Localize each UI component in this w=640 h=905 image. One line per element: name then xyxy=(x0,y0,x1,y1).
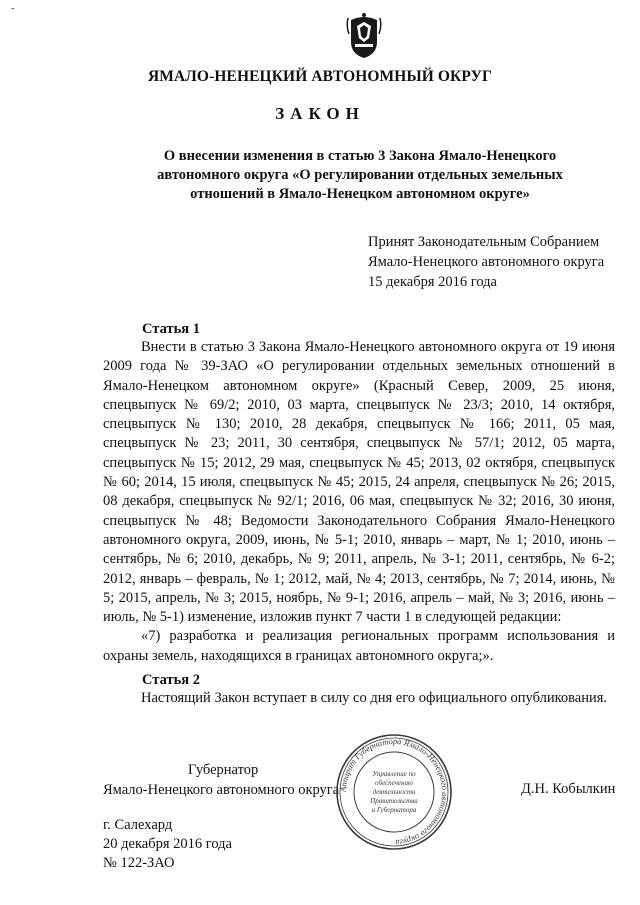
stamp-center-line-5: и Губернатора xyxy=(371,806,417,814)
governor-name: Д.Н. Кобылкин xyxy=(521,781,616,797)
official-seal-stamp-icon xyxy=(334,732,454,852)
governor-title: Губернатор xyxy=(188,762,259,778)
stamp-center-line-3: деятельности xyxy=(372,788,416,796)
article-2-heading: Статья 2 xyxy=(142,672,200,688)
governor-region: Ямало-Ненецкого автономного округа xyxy=(103,782,340,798)
article-1-heading: Статья 1 xyxy=(142,321,200,337)
law-number: № 122-ЗАО xyxy=(103,855,175,871)
adoption-line-1: Принят Законодательным Собранием xyxy=(368,234,600,250)
stamp-center-line-1: Управление по xyxy=(372,770,416,778)
stamp-ring-text: Аппарат Губернатора Ямало-Ненецкого автономного округа xyxy=(337,735,451,849)
adoption-block xyxy=(368,232,604,292)
stamp-center-line-2: обеспечению xyxy=(375,779,413,787)
coat-of-arms-emblem-icon xyxy=(345,12,383,60)
article-1-paragraph-2: «7) разработка и реализация региональных программ использования и охраны земель, находящихся в границах автономного округа;». xyxy=(103,628,615,664)
article-1-body xyxy=(103,338,615,666)
signing-date: 20 декабря 2016 года xyxy=(103,836,232,852)
stamp-center-line-4: Правительства xyxy=(370,797,418,805)
law-subject-title: О внесении изменения в статью 3 Закона Ямало-Ненецкого автономного округа «О регулировании отдельных земельных отношений в Ямало-Ненецком автономном округе» xyxy=(157,148,563,202)
article-2-body xyxy=(103,689,615,708)
document-type-title: ЗАКОН xyxy=(275,104,365,123)
adoption-line-2: Ямало-Ненецкого автономного округа xyxy=(368,254,605,270)
article-1-paragraph-1: Внести в статью 3 Закона Ямало-Ненецкого автономного округа от 19 июня 2009 года № 39-ЗАО «О регулировании отдельных земельных отношений в Ямало-Ненецком автономном округе» (Красный Север, 2009, 25 июня, спецвыпуск № 69/2; 2010, 03 марта, спецвыпуск № 23/3; 2010, 14 октября, спецвыпуск № 130; 2010, 28 декабря, спецвыпуск № 166; 2011, 05 мая, спецвыпуск № 23; 2011, 30 сентября, спецвыпуск № 57/1; 2012, 05 марта, спецвыпуск № 15; 2012, 29 мая, спецвыпуск № 45; 2013, 02 октября, спецвыпуск № 60; 2014, 15 июля, спецвыпуск № 45; 2015, 24 апреля, спецвыпуск № 26; 2015, 08 декабря, спецвыпуск № 92/1; 2016, 06 мая, спецвыпуск № 32; 2016, 30 июня, спецвыпуск № 48; Ведомости Законодательного Собрания Ямало-Ненецкого автономного округа, 2009, июнь, № 5-1; 2010, январь – март, № 1; 2010, июнь – сентябрь, № 6; 2010, декабрь, № 9; 2011, апрель, № 3-1; 2011, сентябрь, № 6-2; 2012, январь – февраль, № 1; 2012, май, № 4; 2013, сентябрь, № 7; 2014, июнь, № 5; 2015, апрель, № 3; 2015, ноябрь, № 9-1; 2016, апрель – май, № 3; 2016, июнь – июль, № 5-1) изменение, изложив пункт 7 части 1 в следующей редакции: xyxy=(103,339,615,626)
signing-city: г. Салехард xyxy=(103,817,173,833)
page-mark: - xyxy=(11,3,15,14)
region-title: ЯМАЛО-НЕНЕЦКИЙ АВТОНОМНЫЙ ОКРУГ xyxy=(147,68,493,85)
article-2-paragraph-1: Настоящий Закон вступает в силу со дня его официального опубликования. xyxy=(141,690,608,706)
adoption-date: 15 декабря 2016 года xyxy=(368,274,497,290)
